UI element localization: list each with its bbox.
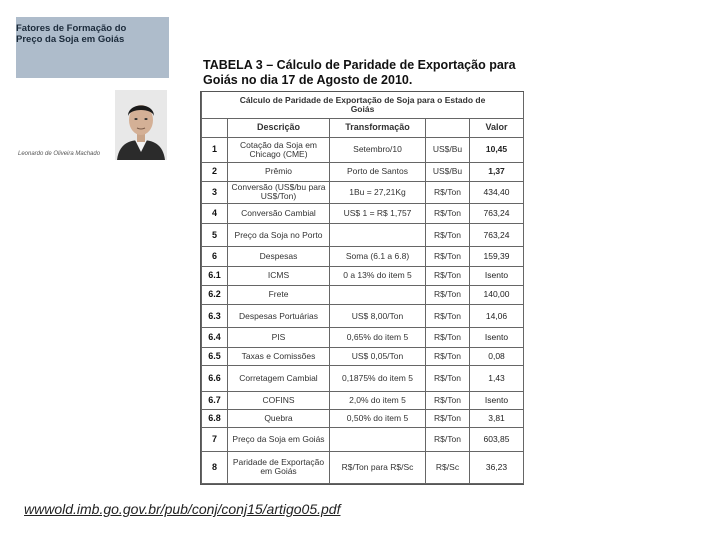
row-transformation — [330, 224, 426, 247]
row-description: Preço da Soja em Goiás — [228, 428, 330, 452]
row-transformation — [330, 428, 426, 452]
row-index: 7 — [202, 428, 228, 452]
table-row — [202, 428, 524, 452]
table-title-line-2: Goiás no dia 17 de Agosto de 2010. — [203, 73, 413, 87]
row-unit: R$/Ton — [426, 267, 470, 285]
row-index: 6.3 — [202, 304, 228, 328]
row-description: Conversão Cambial — [228, 204, 330, 224]
header-valor: Valor — [470, 119, 524, 137]
table-row — [202, 347, 524, 365]
row-value: 763,24 — [470, 204, 524, 224]
table-row — [202, 328, 524, 347]
table-caption-line-1: Cálculo de Paridade de Exportação de Soja para o Estado de — [239, 95, 486, 106]
row-unit: US$/Bu — [426, 137, 470, 163]
table-row — [202, 365, 524, 391]
header-index — [202, 119, 228, 137]
row-description: Preço da Soja no Porto — [228, 224, 330, 247]
table-row — [202, 204, 524, 224]
row-transformation: 0 a 13% do item 5 — [330, 267, 426, 285]
row-unit: R$/Ton — [426, 181, 470, 204]
row-index: 6.2 — [202, 285, 228, 304]
table-caption-line-2: Goiás — [350, 104, 375, 115]
banner-line-2: Preço da Soja em Goiás — [16, 34, 125, 45]
row-transformation: Soma (6.1 a 6.8) — [330, 246, 426, 266]
row-description: Cotação da Soja em Chicago (CME) — [228, 137, 330, 163]
row-transformation: US$ 8,00/Ton — [330, 304, 426, 328]
row-unit: R$/Ton — [426, 428, 470, 452]
row-description: COFINS — [228, 391, 330, 409]
row-unit: R$/Ton — [426, 224, 470, 247]
row-transformation: 2,0% do item 5 — [330, 391, 426, 409]
row-value: 434,40 — [470, 181, 524, 204]
row-unit: R$/Ton — [426, 365, 470, 391]
row-transformation: R$/Ton para R$/Sc — [330, 451, 426, 483]
author-photo — [115, 90, 167, 160]
table-row — [202, 181, 524, 204]
row-index: 6 — [202, 246, 228, 266]
header-unit — [426, 119, 470, 137]
row-description: PIS — [228, 328, 330, 347]
row-description: Corretagem Cambial — [228, 365, 330, 391]
row-index: 3 — [202, 181, 228, 204]
table-caption-row — [202, 92, 524, 119]
row-index: 8 — [202, 451, 228, 483]
row-description: Paridade de Exportação em Goiás — [228, 451, 330, 483]
table-row — [202, 304, 524, 328]
row-description: Frete — [228, 285, 330, 304]
table-row — [202, 451, 524, 483]
author-name: Leonardo de Oliveira Machado — [18, 151, 101, 157]
row-value: 763,24 — [470, 224, 524, 247]
header-transformacao: Transformação — [330, 119, 426, 137]
row-description: Quebra — [228, 409, 330, 427]
banner-line-1: Fatores de Formação do — [16, 23, 127, 34]
row-unit: R$/Ton — [426, 246, 470, 266]
row-unit: R$/Sc — [426, 451, 470, 483]
row-index: 1 — [202, 137, 228, 163]
table-body — [202, 137, 524, 483]
row-value: 603,85 — [470, 428, 524, 452]
row-index: 5 — [202, 224, 228, 247]
row-unit: R$/Ton — [426, 409, 470, 427]
row-value: 3,81 — [470, 409, 524, 427]
table-row — [202, 267, 524, 285]
row-description: Despesas Portuárias — [228, 304, 330, 328]
source-url[interactable]: wwwold.imb.go.gov.br/pub/conj/conj15/artigo05.pdf — [24, 501, 341, 517]
parity-table — [201, 92, 524, 484]
row-index: 6.7 — [202, 391, 228, 409]
row-transformation: US$ 0,05/Ton — [330, 347, 426, 365]
row-transformation: Porto de Santos — [330, 163, 426, 181]
row-index: 6.4 — [202, 328, 228, 347]
row-index: 4 — [202, 204, 228, 224]
table-row — [202, 224, 524, 247]
table-title-line-1: TABELA 3 – Cálculo de Paridade de Exportação para — [203, 58, 516, 72]
row-transformation: Setembro/10 — [330, 137, 426, 163]
row-index: 6.1 — [202, 267, 228, 285]
row-unit: R$/Ton — [426, 391, 470, 409]
row-description: Prêmio — [228, 163, 330, 181]
row-index: 6.6 — [202, 365, 228, 391]
row-value: 0,08 — [470, 347, 524, 365]
row-unit: US$/Bu — [426, 163, 470, 181]
row-value: 140,00 — [470, 285, 524, 304]
row-transformation: 0,50% do item 5 — [330, 409, 426, 427]
table-caption — [202, 92, 524, 119]
header-descricao: Descrição — [228, 119, 330, 137]
table-row — [202, 163, 524, 181]
row-unit: R$/Ton — [426, 328, 470, 347]
row-value: 1,37 — [470, 163, 524, 181]
table-header-row — [202, 119, 524, 137]
table-row — [202, 137, 524, 163]
row-description: Conversão (US$/bu para US$/Ton) — [228, 181, 330, 204]
row-index: 6.8 — [202, 409, 228, 427]
row-unit: R$/Ton — [426, 285, 470, 304]
table-row — [202, 409, 524, 427]
row-transformation: 0,1875% do item 5 — [330, 365, 426, 391]
row-value: 1,43 — [470, 365, 524, 391]
row-unit: R$/Ton — [426, 347, 470, 365]
row-value: 10,45 — [470, 137, 524, 163]
table-row — [202, 285, 524, 304]
row-transformation: US$ 1 = R$ 1,757 — [330, 204, 426, 224]
banner-title — [16, 23, 146, 45]
row-description: ICMS — [228, 267, 330, 285]
row-transformation — [330, 285, 426, 304]
row-unit: R$/Ton — [426, 304, 470, 328]
row-value: Isento — [470, 328, 524, 347]
row-unit: R$/Ton — [426, 204, 470, 224]
row-description: Taxas e Comissões — [228, 347, 330, 365]
row-value: 14,06 — [470, 304, 524, 328]
table-row — [202, 391, 524, 409]
row-value: Isento — [470, 267, 524, 285]
row-value: Isento — [470, 391, 524, 409]
row-value: 36,23 — [470, 451, 524, 483]
row-transformation: 1Bu = 27,21Kg — [330, 181, 426, 204]
table-row — [202, 246, 524, 266]
row-index: 2 — [202, 163, 228, 181]
parity-table-container — [200, 91, 524, 485]
row-transformation: 0,65% do item 5 — [330, 328, 426, 347]
author-portrait-icon — [115, 90, 167, 160]
row-description: Despesas — [228, 246, 330, 266]
table-title — [203, 58, 523, 88]
row-index: 6.5 — [202, 347, 228, 365]
row-value: 159,39 — [470, 246, 524, 266]
